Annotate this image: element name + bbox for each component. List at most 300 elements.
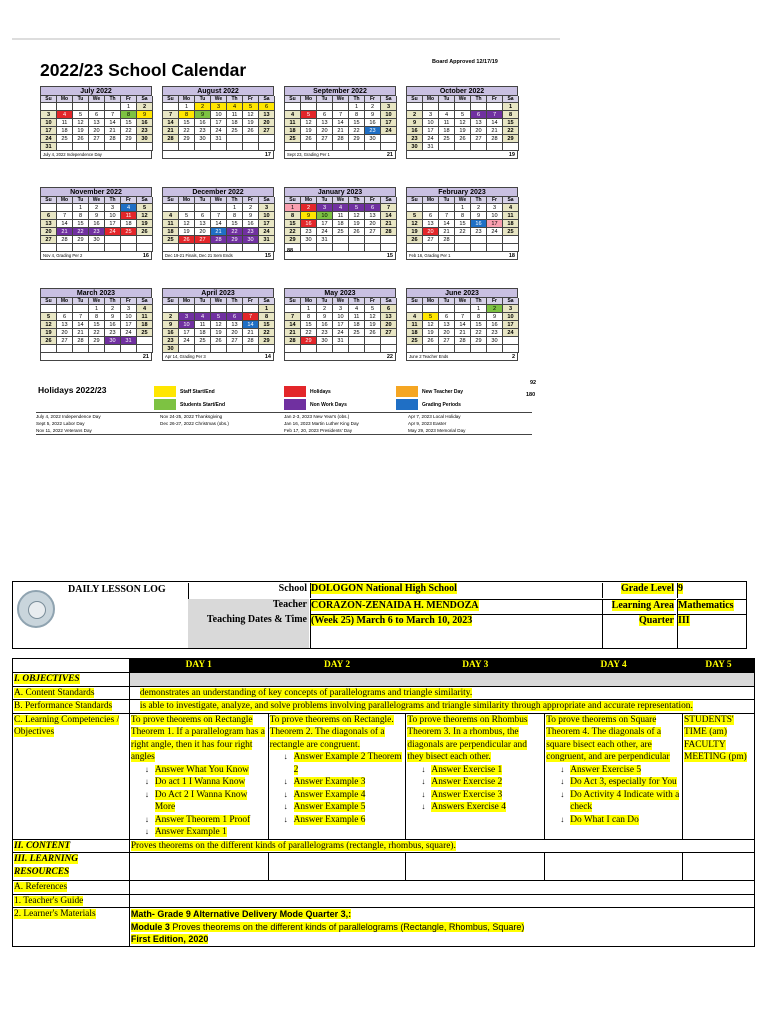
day-cell: 7: [163, 111, 179, 119]
day-cell: [333, 345, 349, 353]
day-cell: 5: [73, 111, 89, 119]
weekday-header: Th: [105, 197, 121, 204]
day-cell: 7: [57, 212, 73, 220]
day-cell: 20: [259, 119, 275, 127]
day-cell: 29: [503, 135, 519, 143]
side-count-c: 88: [287, 248, 294, 254]
day-cell: 21: [381, 220, 397, 228]
weekday-header: Mo: [423, 298, 439, 305]
day-5-header: DAY 5: [683, 659, 755, 673]
day-cell: [317, 244, 333, 252]
day-cell: 12: [41, 321, 57, 329]
day-cell: 22: [455, 228, 471, 236]
day-cell: 6: [57, 313, 73, 321]
month-footer: [40, 151, 152, 159]
day-1-header: DAY 1: [129, 659, 268, 673]
day-cell: 7: [455, 313, 471, 321]
weekday-header: Mo: [57, 96, 73, 103]
task-item: ↓ Answer Exercise 3: [421, 789, 543, 802]
holiday-row: Nov 11, 2022 Veterans Day Feb 17, 20, 2023 Presidents' Day May 29, 2023 Memorial Day: [36, 428, 466, 433]
weekday-header: Fr: [121, 96, 137, 103]
day-cell: 12: [179, 220, 195, 228]
day-cell: [89, 345, 105, 353]
day-cell: 11: [163, 220, 179, 228]
weekday-header: Mo: [423, 96, 439, 103]
day-cell: 27: [195, 236, 211, 244]
day-cell: 21: [211, 228, 227, 236]
weekday-header: Sa: [381, 197, 397, 204]
day-cell: [439, 204, 455, 212]
task-item: ↓ Answer Exercise 5: [560, 764, 681, 777]
resources-label: III. LEARNING RESOURCES: [13, 853, 130, 881]
day-cell: 14: [439, 220, 455, 228]
day-cell: 12: [301, 119, 317, 127]
day-cell: 26: [301, 135, 317, 143]
day-cell: 23: [195, 127, 211, 135]
holidays-table: [36, 412, 532, 435]
day-4-header: DAY 4: [545, 659, 683, 673]
day-cell: [471, 103, 487, 111]
day-cell: 22: [259, 329, 275, 337]
day-cell: [211, 305, 227, 313]
weekday-header: Fr: [121, 197, 137, 204]
month-november-2022: [40, 187, 152, 260]
day-cell: 23: [163, 337, 179, 345]
day-cell: 20: [439, 329, 455, 337]
day-cell: 22: [121, 127, 137, 135]
day-cell: 11: [407, 321, 423, 329]
weekday-header: Tu: [317, 298, 333, 305]
weekday-header: Tu: [195, 197, 211, 204]
weekday-header: Th: [471, 96, 487, 103]
day-cell: 23: [365, 127, 381, 135]
day-cell: [73, 103, 89, 111]
day-cell: 26: [349, 228, 365, 236]
day-1-competencies: To prove theorems on Rectangle Theorem 1. If a parallelogram has a right angle, then it has four right angles ↓ Answer What You Know ↓ Do act 1 I Wanna Know ↓ Do Act 2 I Wanna Know More ↓ Answer Theorem 1 Proof ↓ Answer Example 1: [129, 713, 268, 839]
day-cell: [317, 143, 333, 151]
legend-swatch: [396, 399, 418, 410]
weekday-header: Th: [349, 197, 365, 204]
day-cell: [503, 236, 519, 244]
weekday-header: Su: [285, 298, 301, 305]
day-cell: 10: [333, 313, 349, 321]
day-cell: 7: [105, 111, 121, 119]
day-cell: 19: [301, 127, 317, 135]
side-count-a: 92: [530, 380, 537, 386]
day-cell: 16: [487, 321, 503, 329]
day-cell: 12: [211, 321, 227, 329]
weekday-header: Mo: [57, 197, 73, 204]
day-cell: 15: [227, 220, 243, 228]
day-cell: 2: [301, 204, 317, 212]
legend-staff: Staff Start/End: [154, 386, 215, 397]
content-standards-row: [13, 686, 755, 700]
day-cell: 8: [471, 313, 487, 321]
day-cell: 25: [137, 329, 153, 337]
weekday-header: Tu: [317, 96, 333, 103]
objectives-row: [13, 673, 755, 687]
day-cell: [211, 345, 227, 353]
day-cell: 16: [365, 119, 381, 127]
day-cell: 4: [121, 204, 137, 212]
month-grid: [406, 297, 518, 353]
day-cell: 6: [471, 111, 487, 119]
day-cell: 20: [381, 321, 397, 329]
side-count-b: 180: [526, 392, 536, 398]
weekday-header: Fr: [487, 298, 503, 305]
day-cell: 16: [137, 119, 153, 127]
day-cell: 26: [73, 135, 89, 143]
day-cell: 24: [105, 228, 121, 236]
month-april-2023: [162, 288, 274, 361]
day-cell: 30: [195, 135, 211, 143]
dates-value: (Week 25) March 6 to March 10, 2023: [310, 614, 602, 648]
day-cell: 31: [41, 143, 57, 151]
day-cell: 28: [243, 337, 259, 345]
weekday-header: Su: [407, 197, 423, 204]
quarter-value: III: [677, 614, 746, 648]
weekday-header: Th: [349, 298, 365, 305]
day-cell: [179, 143, 195, 151]
weekday-header: Su: [41, 96, 57, 103]
competencies-row: [13, 713, 755, 839]
month-footer: [40, 353, 152, 361]
quarter-label: Quarter: [602, 614, 676, 648]
day-cell: 21: [285, 329, 301, 337]
day-cell: 28: [73, 337, 89, 345]
day-cell: [41, 103, 57, 111]
day-cell: 12: [423, 321, 439, 329]
day-cell: [179, 305, 195, 313]
day-cell: 14: [333, 119, 349, 127]
weekday-header: Sa: [137, 96, 153, 103]
day-cell: 13: [471, 119, 487, 127]
day-cell: 29: [301, 337, 317, 345]
day-cell: 11: [333, 212, 349, 220]
day-cell: [349, 345, 365, 353]
day-cell: [137, 244, 153, 252]
day-cell: 12: [243, 111, 259, 119]
day-cell: 7: [285, 313, 301, 321]
month-footer: [284, 252, 396, 260]
day-cell: 14: [487, 119, 503, 127]
day-cell: 11: [349, 313, 365, 321]
day-cell: 12: [407, 220, 423, 228]
day-cell: 18: [163, 228, 179, 236]
day-cell: 8: [285, 212, 301, 220]
references-row: [13, 881, 755, 895]
month-footer: [40, 252, 152, 260]
weekday-header: Fr: [365, 197, 381, 204]
weekday-header: Th: [349, 96, 365, 103]
dates-label: Teaching Dates & Time: [188, 614, 309, 648]
day-cell: 1: [89, 305, 105, 313]
weekday-header: Fr: [121, 298, 137, 305]
day-cell: 7: [333, 111, 349, 119]
task-item: ↓ Do act 1 I Wanna Know: [145, 776, 267, 789]
day-cell: [57, 204, 73, 212]
day-cell: 15: [259, 321, 275, 329]
day-cell: 13: [423, 220, 439, 228]
day-cell: [333, 244, 349, 252]
day-cell: 2: [487, 305, 503, 313]
day-cell: 17: [121, 321, 137, 329]
day-cell: 11: [121, 212, 137, 220]
day-cell: 20: [423, 228, 439, 236]
month-grid: [284, 95, 396, 151]
month-footer: [162, 151, 274, 159]
weekday-header: Tu: [195, 298, 211, 305]
month-october-2022: [406, 86, 518, 159]
day-cell: 27: [57, 337, 73, 345]
weekday-header: Fr: [487, 96, 503, 103]
day-cell: 11: [503, 212, 519, 220]
day-cell: 31: [333, 337, 349, 345]
month-footer: [162, 353, 274, 361]
weekday-header: Th: [227, 298, 243, 305]
day-cell: 1: [285, 204, 301, 212]
day-cell: 5: [41, 313, 57, 321]
day-cell: [121, 244, 137, 252]
day-cell: [285, 345, 301, 353]
day-cell: 10: [423, 119, 439, 127]
day-cell: 23: [89, 228, 105, 236]
day-cell: 13: [195, 220, 211, 228]
day-cell: 4: [333, 204, 349, 212]
day-cell: 13: [381, 313, 397, 321]
month-august-2022: [162, 86, 274, 159]
day-cell: 21: [439, 228, 455, 236]
day-cell: [365, 236, 381, 244]
competencies-label: C. Learning Competencies / Objectives: [13, 713, 130, 839]
month-january-2023: [284, 187, 396, 260]
weekday-header: Sa: [381, 298, 397, 305]
day-cell: [195, 143, 211, 151]
day-cell: [381, 143, 397, 151]
day-cell: 3: [423, 111, 439, 119]
day-cell: 22: [89, 329, 105, 337]
weekday-header: Fr: [365, 96, 381, 103]
weekday-header: Mo: [179, 96, 195, 103]
day-cell: 27: [89, 135, 105, 143]
day-cell: 11: [195, 321, 211, 329]
weekday-header: Mo: [301, 298, 317, 305]
month-june-2023: [406, 288, 518, 361]
weekday-header: We: [211, 197, 227, 204]
day-cell: 8: [503, 111, 519, 119]
day-cell: [381, 337, 397, 345]
day-cell: [73, 143, 89, 151]
day-cell: [487, 103, 503, 111]
day-cell: 14: [211, 220, 227, 228]
day-cell: 15: [285, 220, 301, 228]
day-cell: 10: [317, 212, 333, 220]
day-cell: 6: [381, 305, 397, 313]
day-5-competencies: STUDENTS' TIME (am) FACULTY MEETING (pm): [683, 713, 755, 839]
weekday-header: We: [211, 96, 227, 103]
day-cell: [243, 305, 259, 313]
day-cell: [455, 143, 471, 151]
day-cell: 3: [487, 204, 503, 212]
day-cell: 4: [57, 111, 73, 119]
weekday-header: Su: [407, 298, 423, 305]
content-label: II. CONTENT: [13, 839, 130, 853]
day-cell: 20: [57, 329, 73, 337]
day-cell: 24: [333, 329, 349, 337]
day-cell: 3: [179, 313, 195, 321]
weekday-header: Sa: [503, 96, 519, 103]
day-cell: [439, 143, 455, 151]
day-cell: 21: [487, 127, 503, 135]
day-cell: 1: [179, 103, 195, 111]
task-item: ↓ Answer Example 2 Theorem 2: [284, 751, 405, 776]
weekday-header: Mo: [301, 197, 317, 204]
day-cell: 3: [333, 305, 349, 313]
day-cell: [301, 103, 317, 111]
day-cell: 17: [487, 220, 503, 228]
references-label: A. References: [13, 881, 130, 895]
day-cell: [487, 345, 503, 353]
day-cell: 29: [121, 135, 137, 143]
day-cell: 17: [259, 220, 275, 228]
weekday-header: Su: [41, 197, 57, 204]
day-cell: [423, 345, 439, 353]
day-cell: 14: [243, 321, 259, 329]
school-day-count: 21: [386, 152, 393, 158]
day-cell: 13: [41, 220, 57, 228]
day-cell: 27: [227, 337, 243, 345]
day-cell: 21: [57, 228, 73, 236]
day-cell: 25: [195, 337, 211, 345]
day-cell: [333, 236, 349, 244]
weekday-header: Fr: [487, 197, 503, 204]
day-cell: 11: [285, 119, 301, 127]
day-cell: 23: [301, 228, 317, 236]
weekday-header: We: [333, 298, 349, 305]
weekday-header: Su: [407, 96, 423, 103]
day-cell: 6: [365, 204, 381, 212]
day-cell: 1: [455, 204, 471, 212]
day-cell: 23: [137, 127, 153, 135]
day-cell: [121, 345, 137, 353]
day-cell: 4: [407, 313, 423, 321]
day-cell: 18: [285, 127, 301, 135]
day-cell: 13: [57, 321, 73, 329]
day-cell: [455, 305, 471, 313]
weekday-header: Fr: [243, 96, 259, 103]
month-may-2023: [284, 288, 396, 361]
day-cell: 23: [487, 329, 503, 337]
content-standards-value: demonstrates an understanding of key concepts of parallelograms and triangle similarity.: [129, 686, 754, 700]
school-day-count: 14: [264, 354, 271, 360]
day-cell: 16: [105, 321, 121, 329]
day-cell: 22: [471, 329, 487, 337]
day-cell: 14: [105, 119, 121, 127]
day-cell: [211, 244, 227, 252]
day-cell: [455, 103, 471, 111]
day-cell: [349, 143, 365, 151]
day-cell: 19: [243, 119, 259, 127]
weekday-header: Sa: [503, 197, 519, 204]
day-cell: [381, 236, 397, 244]
day-cell: 2: [137, 103, 153, 111]
day-cell: 22: [285, 228, 301, 236]
school-day-count: 16: [142, 253, 149, 259]
day-cell: 7: [439, 212, 455, 220]
day-cell: [423, 204, 439, 212]
day-cell: 19: [365, 321, 381, 329]
legend-new-teacher: New Teacher Day: [396, 386, 463, 397]
school-day-count: 17: [264, 152, 271, 158]
day-cell: 9: [471, 212, 487, 220]
weekday-header: Tu: [439, 96, 455, 103]
school-day-count: 15: [386, 253, 393, 259]
day-cell: 27: [317, 135, 333, 143]
day-cell: [471, 143, 487, 151]
grade-label: Grade Level: [602, 583, 676, 598]
weekday-header: Sa: [137, 298, 153, 305]
day-cell: 4: [163, 212, 179, 220]
day-cell: 8: [259, 313, 275, 321]
day-cell: 10: [41, 119, 57, 127]
day-cell: [105, 345, 121, 353]
weekday-header: Su: [285, 96, 301, 103]
day-cell: 4: [285, 111, 301, 119]
day-cell: 18: [57, 127, 73, 135]
month-note: Sept 23, Grading Per 1: [287, 152, 330, 157]
day-cell: 9: [105, 313, 121, 321]
day-cell: [503, 345, 519, 353]
month-name: September 2022: [284, 86, 396, 95]
day-cell: 1: [259, 305, 275, 313]
day-cell: 26: [423, 337, 439, 345]
day-cell: 6: [439, 313, 455, 321]
day-cell: 18: [407, 329, 423, 337]
day-cell: [365, 143, 381, 151]
day-cell: [195, 305, 211, 313]
month-note: Apr 14, Grading Per 3: [165, 354, 206, 359]
day-cell: 1: [301, 305, 317, 313]
day-cell: 1: [349, 103, 365, 111]
weekday-header: Th: [471, 197, 487, 204]
task-item: ↓ Answer What You Know: [145, 764, 267, 777]
day-cell: 2: [195, 103, 211, 111]
day-cell: 28: [487, 135, 503, 143]
teachers-guide-label: 1. Teacher's Guide: [13, 894, 130, 908]
day-cell: 25: [439, 135, 455, 143]
day-cell: 5: [407, 212, 423, 220]
day-cell: 5: [365, 305, 381, 313]
day-cell: 21: [243, 329, 259, 337]
weekday-header: Su: [285, 197, 301, 204]
day-cell: [349, 236, 365, 244]
day-cell: 28: [333, 135, 349, 143]
day-cell: [333, 143, 349, 151]
month-footer: [406, 151, 518, 159]
day-cell: [487, 143, 503, 151]
day-cell: [137, 236, 153, 244]
day-cell: [73, 244, 89, 252]
day-cell: [301, 143, 317, 151]
day-2-task-list: [270, 751, 405, 826]
day-cell: 26: [137, 228, 153, 236]
day-cell: 18: [137, 321, 153, 329]
day-cell: 24: [259, 228, 275, 236]
day-cell: [407, 244, 423, 252]
weekday-header: We: [89, 197, 105, 204]
month-grid: [40, 297, 152, 353]
day-cell: 15: [179, 119, 195, 127]
